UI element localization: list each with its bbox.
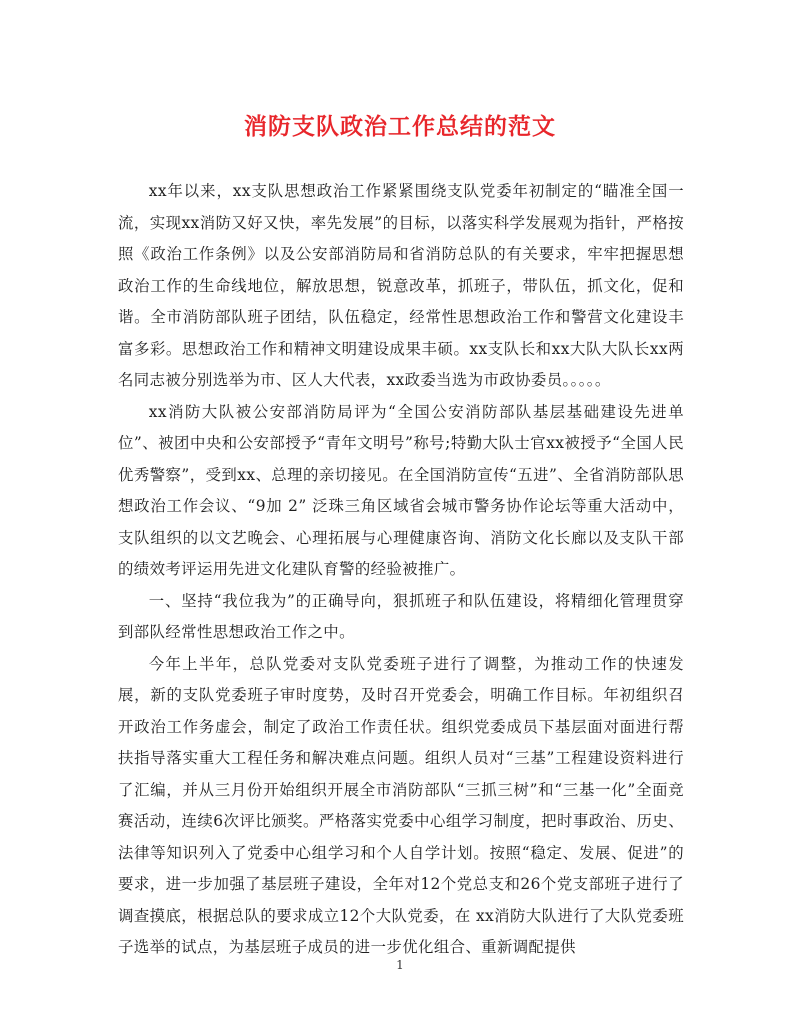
paragraph-3: 一、坚持“我位我为”的正确导向，狠抓班子和队伍建设，将精细化管理贯穿到部队经常性思想政治工作之中。 bbox=[118, 591, 684, 641]
paragraph-2: xx消防大队被公安部消防局评为“全国公安消防部队基层基础建设先进单位”、被团中央和公安部授予“青年文明号”称号;特勤大队士官xx被授予“全国人民优秀警察”，受到xx、总理的亲切接见。在全国消防宣传“五进”、全省消防部队思想政治工作会议、“9加 2” 泛珠三角区域省会城市警务协作论坛等重大活动中，支队组织的以文艺晚会、心理拓展与心理健康咨询、消防文化长廊以及支队干部的绩效考评运用先进文化建队育警的经验被推广。 bbox=[118, 402, 684, 578]
document-body bbox=[118, 176, 684, 964]
paragraph-1: xx年以来，xx支队思想政治工作紧紧围绕支队党委年初制定的“瞄准全国一流，实现xx消防又好又快，率先发展”的目标，以落实科学发展观为指针，严格按照《政治工作条例》以及公安部消防局和省消防总队的有关要求，牢牢把握思想政治工作的生命线地位，解放思想，锐意改革，抓班子，带队伍，抓文化，促和谐。全市消防部队班子团结，队伍稳定，经常性思想政治工作和警营文化建设丰富多彩。思想政治工作和精神文明建设成果丰硕。xx支队长和xx大队大队长xx两名同志被分别选举为市、区人大代表，xx政委当选为市政协委员。。。。。 bbox=[118, 182, 684, 389]
paragraph-4: 今年上半年，总队党委对支队党委班子进行了调整，为推动工作的快速发展，新的支队党委班子审时度势，及时召开党委会，明确工作目标。年初组织召开政治工作务虚会，制定了政治工作责任状。组织党委成员下基层面对面进行帮扶指导落实重大工程任务和解决难点问题。组织人员对“三基”工程建设资料进行了汇编，并从三月份开始组织开展全市消防部队“三抓三树”和“三基一化”全面竞赛活动，连续6次评比颁奖。严格落实党委中心组学习制度，把时事政治、历史、法律等知识列入了党委中心组学习和个人自学计划。按照“稳定、发展、促进”的要求，进一步加强了基层班子建设，全年对12个党总支和26个党支部班子进行了调查摸底，根据总队的要求成立12个大队党委，在 xx消防大队进行了大队党委班子选举的试点，为基层班子成员的进一步优化组合、重新调配提供 bbox=[118, 654, 684, 956]
page-number: 1 bbox=[396, 958, 404, 972]
document-title: 消防支队政治工作总结的范文 bbox=[244, 113, 556, 140]
